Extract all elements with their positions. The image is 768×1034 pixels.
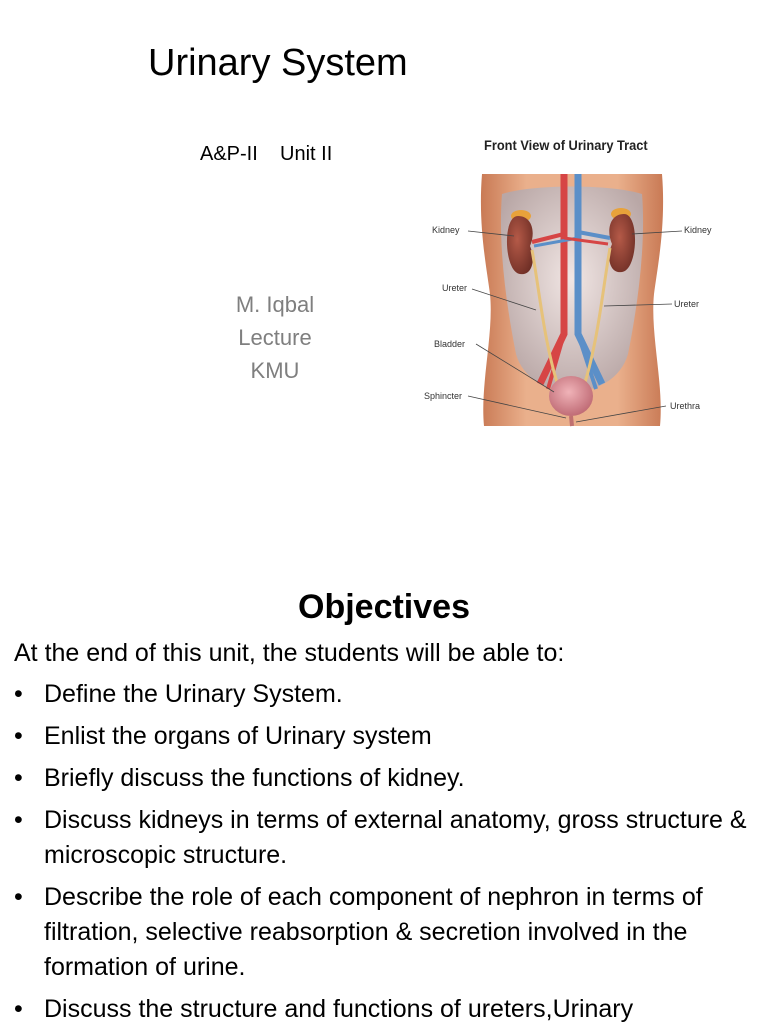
author-name: M. Iqbal [235,292,315,317]
objective-item: • Describe the role of each component of nephron in terms of filtration, selective reabsorption & secretion involved in the formation of urine. [14,880,754,985]
slide-title: Urinary System [148,42,408,84]
label-bladder: Bladder [434,339,466,349]
label-kidney-left: Kidney [432,225,460,235]
objectives-slide [0,540,768,1024]
objectives-intro: At the end of this unit, the students will be able to: [14,639,565,667]
label-urethra: Urethra [670,401,701,411]
slide-subtitle: A&P-II Unit II [200,143,333,165]
objective-item: • Discuss kidneys in terms of external anatomy, gross structure & microscopic structure. [14,803,754,873]
label-sphincter: Sphincter [424,391,463,401]
figure-title: Front View of Urinary Tract [484,138,648,153]
objectives-title: Objectives [298,588,470,626]
label-ureter-left: Ureter [442,283,468,293]
author-block [200,288,350,387]
objective-item: • Enlist the organs of Urinary system [14,719,754,754]
urinary-tract-illustration [420,134,740,430]
author-institution: KMU [250,358,300,383]
objectives-list [14,677,754,1034]
objective-item: • Discuss the structure and functions of ureters,Urinary [14,992,754,1027]
objective-item: • Define the Urinary System. [14,677,754,712]
label-ureter-right: Ureter [674,299,700,309]
urinary-tract-drawing [420,134,740,430]
author-role: Lecture [238,325,312,350]
objective-item: • Briefly discuss the functions of kidney. [14,761,754,796]
label-kidney-right: Kidney [684,225,712,235]
